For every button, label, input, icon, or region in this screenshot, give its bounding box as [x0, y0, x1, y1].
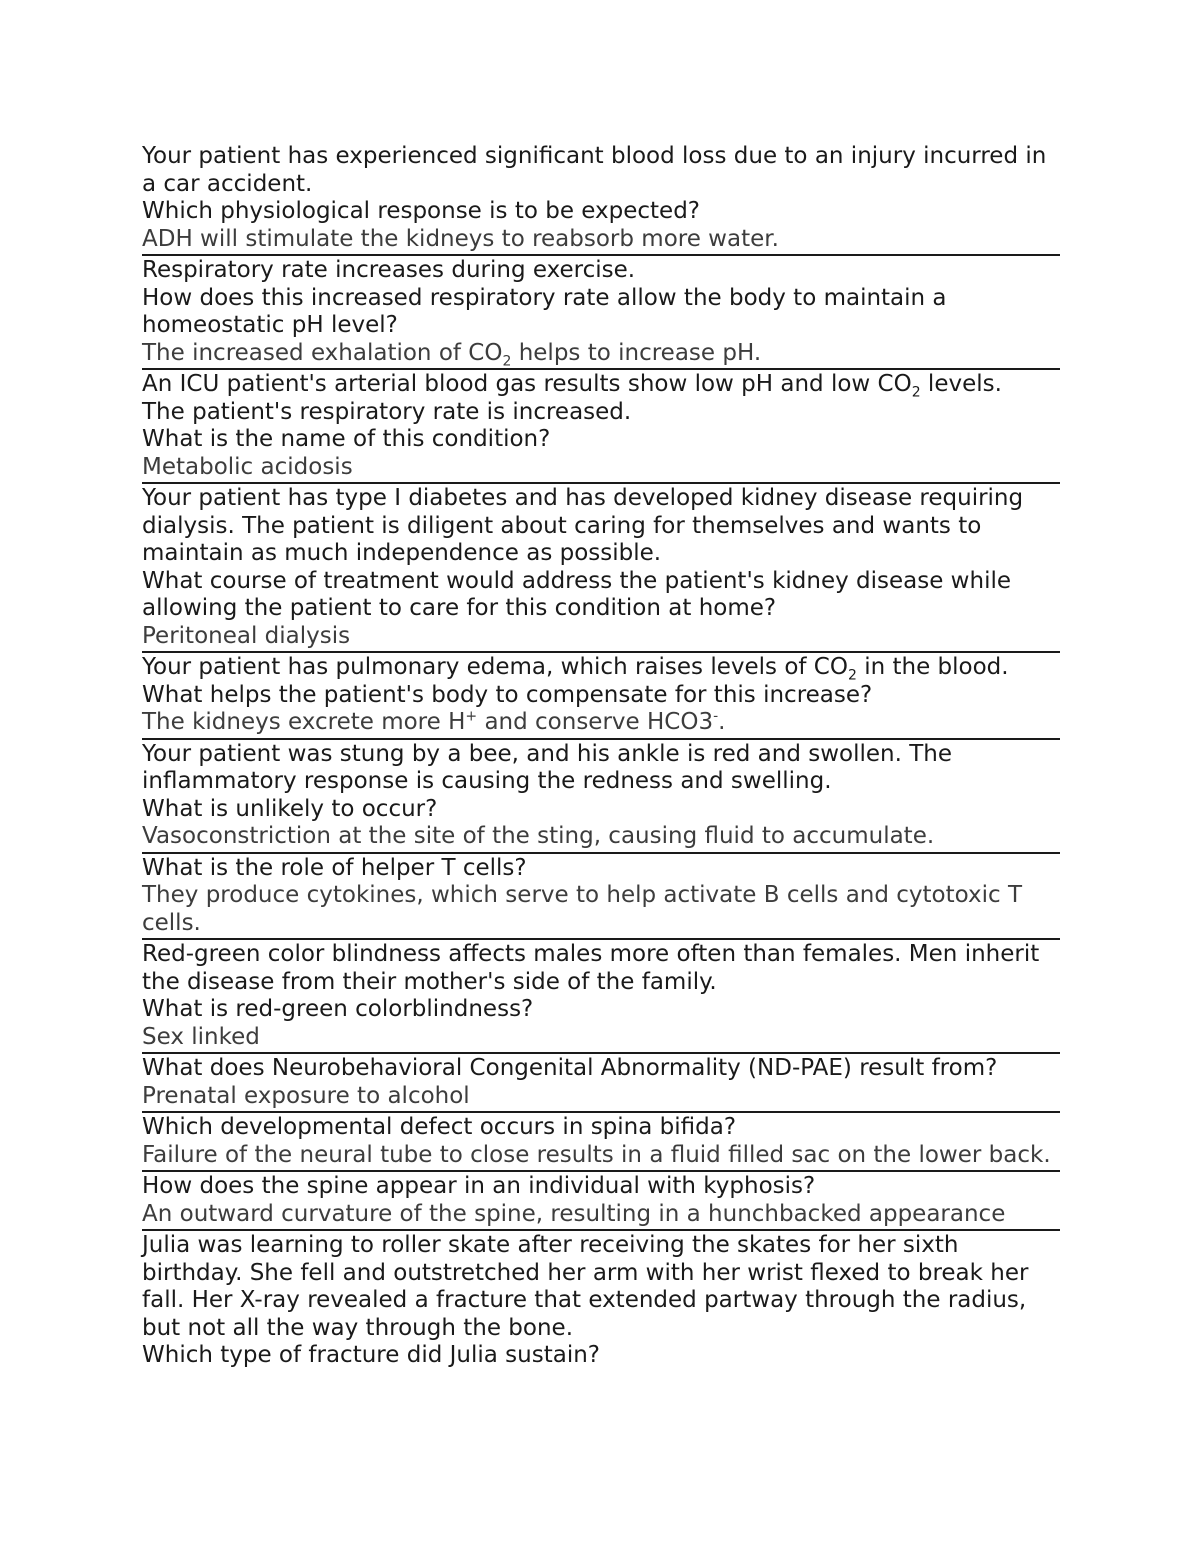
superscript: + — [465, 708, 478, 725]
answer-text: Vasoconstriction at the site of the sting, causing fluid to accumulate. — [142, 823, 935, 849]
flashcard — [142, 484, 1060, 653]
question-text: What is the name of this condition? — [142, 426, 551, 452]
question-text: How does the spine appear in an individual with kyphosis? — [142, 1173, 816, 1199]
question-fragment: in the blood. — [856, 654, 1009, 680]
question-text: What helps the patient's body to compensate for this increase? — [142, 681, 873, 708]
question-text: Which developmental defect occurs in spina bifida? — [142, 1114, 737, 1140]
superscript: - — [713, 708, 719, 725]
question-text: The patient's respiratory rate is increased. — [142, 398, 632, 425]
question-text: Julia was learning to roller skate after receiving the skates for her sixth birthday. She fell and outstretched her arm with her wrist flexed to break her fall. Her X-ray revealed a fracture that extended partway through the radius, but not all the way through the bone. — [142, 1232, 1029, 1341]
question-text: Your patient was stung by a bee, and his ankle is red and swollen. The inflammatory response is causing the redness and swelling. — [142, 740, 953, 794]
question-text: Your patient has experienced significant blood loss due to an injury incurred in a car accident. — [142, 143, 1047, 197]
subscript: 2 — [911, 384, 921, 401]
question-text: What course of treatment would address the patient's kidney disease while allowing the patient to care for this condition at home? — [142, 567, 1012, 621]
question-fragment: Your patient has pulmonary edema, which raises levels of CO — [142, 654, 848, 680]
flashcard — [142, 1172, 1060, 1231]
flashcard — [142, 1231, 1060, 1371]
question-fragment: levels. — [920, 371, 1002, 397]
flashcard — [142, 256, 1060, 370]
answer-fragment: helps to increase pH. — [511, 339, 762, 366]
answer-fragment: The increased exhalation of CO — [142, 339, 503, 366]
question-text: How does this increased respiratory rate allow the body to maintain a homeostatic pH level? — [142, 284, 947, 338]
question-text: Which physiological response is to be expected? — [142, 198, 701, 224]
flashcard — [142, 653, 1060, 740]
flashcard — [142, 940, 1060, 1054]
question-text — [142, 371, 1060, 399]
answer-fragment: . — [718, 709, 726, 735]
answer-text: Failure of the neural tube to close results in a fluid filled sac on the lower back. — [142, 1141, 1051, 1168]
question-text: What is red-green colorblindness? — [142, 996, 534, 1022]
question-text: Red-green color blindness affects males more often than females. Men inherit the disease from their mother's side of the family. — [142, 941, 1040, 995]
flashcard — [142, 854, 1060, 941]
flashcard — [142, 1113, 1060, 1172]
question-fragment: An ICU patient's arterial blood gas results show low pH and low CO — [142, 371, 912, 397]
answer-text — [142, 709, 1060, 737]
answer-text: Sex linked — [142, 1023, 260, 1050]
answer-text — [142, 340, 1060, 368]
answer-text: An outward curvature of the spine, resulting in a hunchbacked appearance — [142, 1200, 1006, 1227]
answer-text: They produce cytokines, which serve to help activate B cells and cytotoxic T cells. — [142, 882, 1023, 936]
answer-text: Peritoneal dialysis — [142, 622, 351, 649]
subscript: 2 — [847, 667, 857, 684]
flashcard — [142, 370, 1060, 484]
question-text: Which type of fracture did Julia sustain? — [142, 1342, 600, 1368]
question-text: Respiratory rate increases during exercise. — [142, 257, 636, 283]
subscript: 2 — [502, 353, 512, 370]
answer-text: ADH will stimulate the kidneys to reabsorb more water. — [142, 225, 779, 252]
question-text — [142, 654, 1060, 682]
flashcard-list — [142, 142, 1060, 1371]
flashcard — [142, 1054, 1060, 1113]
answer-text: Metabolic acidosis — [142, 453, 353, 480]
question-text: What is unlikely to occur? — [142, 795, 438, 822]
answer-fragment: The kidneys excrete more H — [142, 709, 466, 735]
question-text: What does Neurobehavioral Congenital Abnormality (ND-PAE) result from? — [142, 1055, 998, 1081]
flashcard — [142, 142, 1060, 256]
answer-text: Prenatal exposure to alcohol — [142, 1082, 470, 1109]
question-text: What is the role of helper T cells? — [142, 854, 527, 881]
flashcard — [142, 740, 1060, 854]
question-text: Your patient has type I diabetes and has developed kidney disease requiring dialysis. The patient is diligent about caring for themselves and wants to maintain as much independence as possible. — [142, 485, 1024, 566]
answer-fragment: and conserve HCO3 — [477, 709, 714, 735]
